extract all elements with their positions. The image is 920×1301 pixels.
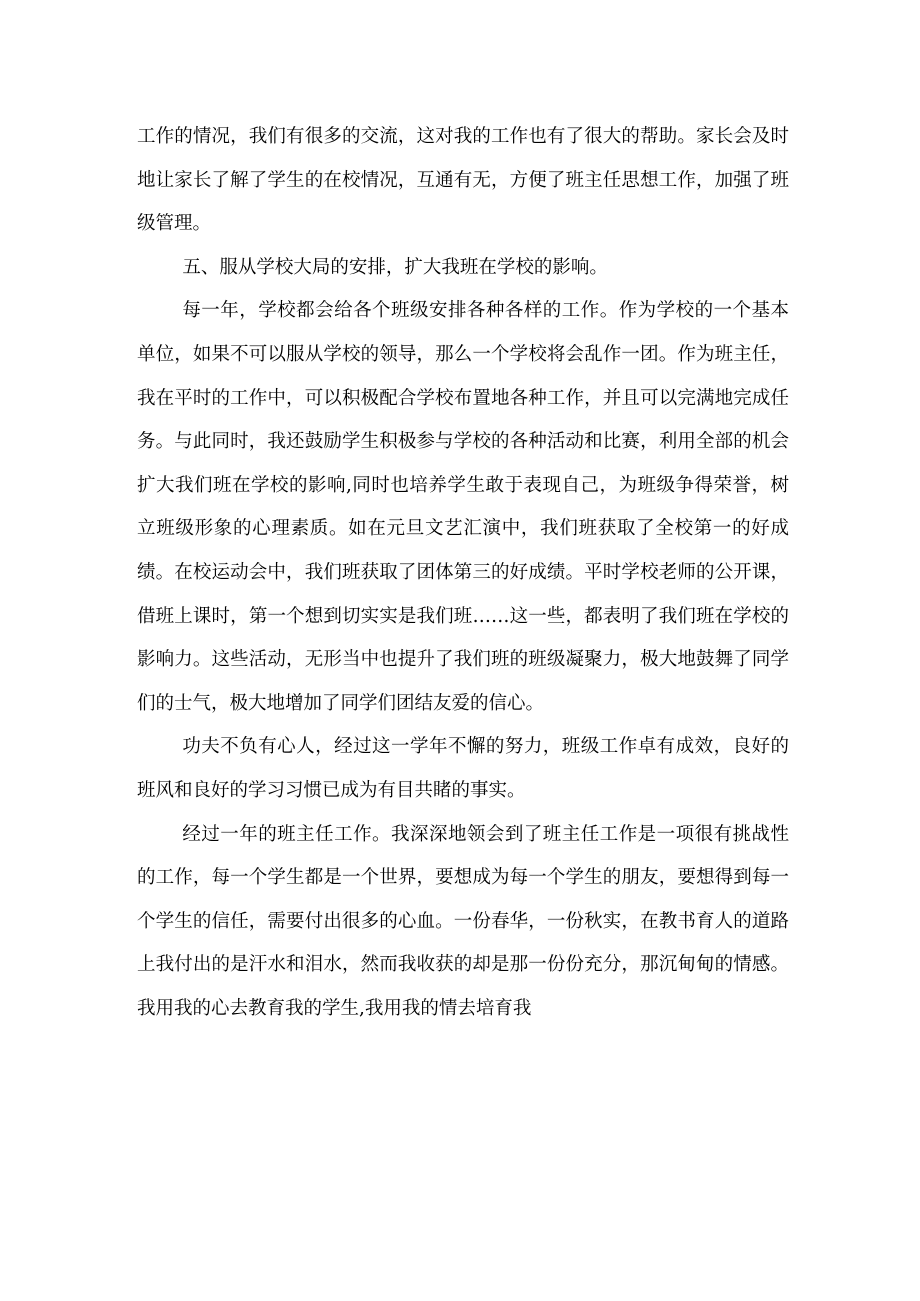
document-body: [137, 115, 789, 1030]
section-heading-five: 五、服从学校大局的安排，扩大我班在学校的影响。: [182, 256, 608, 278]
paragraph-school-work: 每一年，学校都会给各个班级安排各种各样的工作。作为学校的一个基本单位，如果不可以服从学校的领导，那么一个学校将会乱作一团。作为班主任，我在平时的工作中，可以积极配合学校布置地各种工作，并且可以完满地完成任务。与此同时，我还鼓励学生积极参与学校的各种活动和比赛，利用全部的机会扩大我们班在学校的影响,同时也培养学生敢于表现自己，为班级争得荣誉，树立班级形象的心理素质。如在元旦文艺汇演中，我们班获取了全校第一的好成绩。在校运动会中，我们班获取了团体第三的好成绩。平时学校老师的公开课，借班上课时，第一个想到切实实是我们班……这一些，都表明了我们班在学校的影响力。这些活动，无形当中也提升了我们班的班级凝聚力，极大地鼓舞了同学们的士气，极大地增加了同学们团结友爱的信心。: [137, 300, 789, 714]
paragraph-reflection: 经过一年的班主任工作。我深深地领会到了班主任工作是一项很有挑战性的工作，每一个学生都是一个世界，要想成为每一个学生的朋友，要想得到每一个学生的信任，需要付出很多的心血。一份春华，一份秋实，在教书育人的道路上我付出的是汗水和泪水，然而我收获的却是那一份份充分，那沉甸甸的情感。我用我的心去教育我的学生,我用我的情去培育我: [137, 823, 789, 1019]
paragraph-continued: 工作的情况，我们有很多的交流，这对我的工作也有了很大的帮助。家长会及时地让家长了解了学生的在校情况，互通有无，方便了班主任思想工作，加强了班级管理。: [137, 126, 789, 235]
paragraph-results: 功夫不负有心人，经过这一学年不懈的努力，班级工作卓有成效，良好的班风和良好的学习习惯已成为有目共睹的事实。: [137, 736, 789, 801]
